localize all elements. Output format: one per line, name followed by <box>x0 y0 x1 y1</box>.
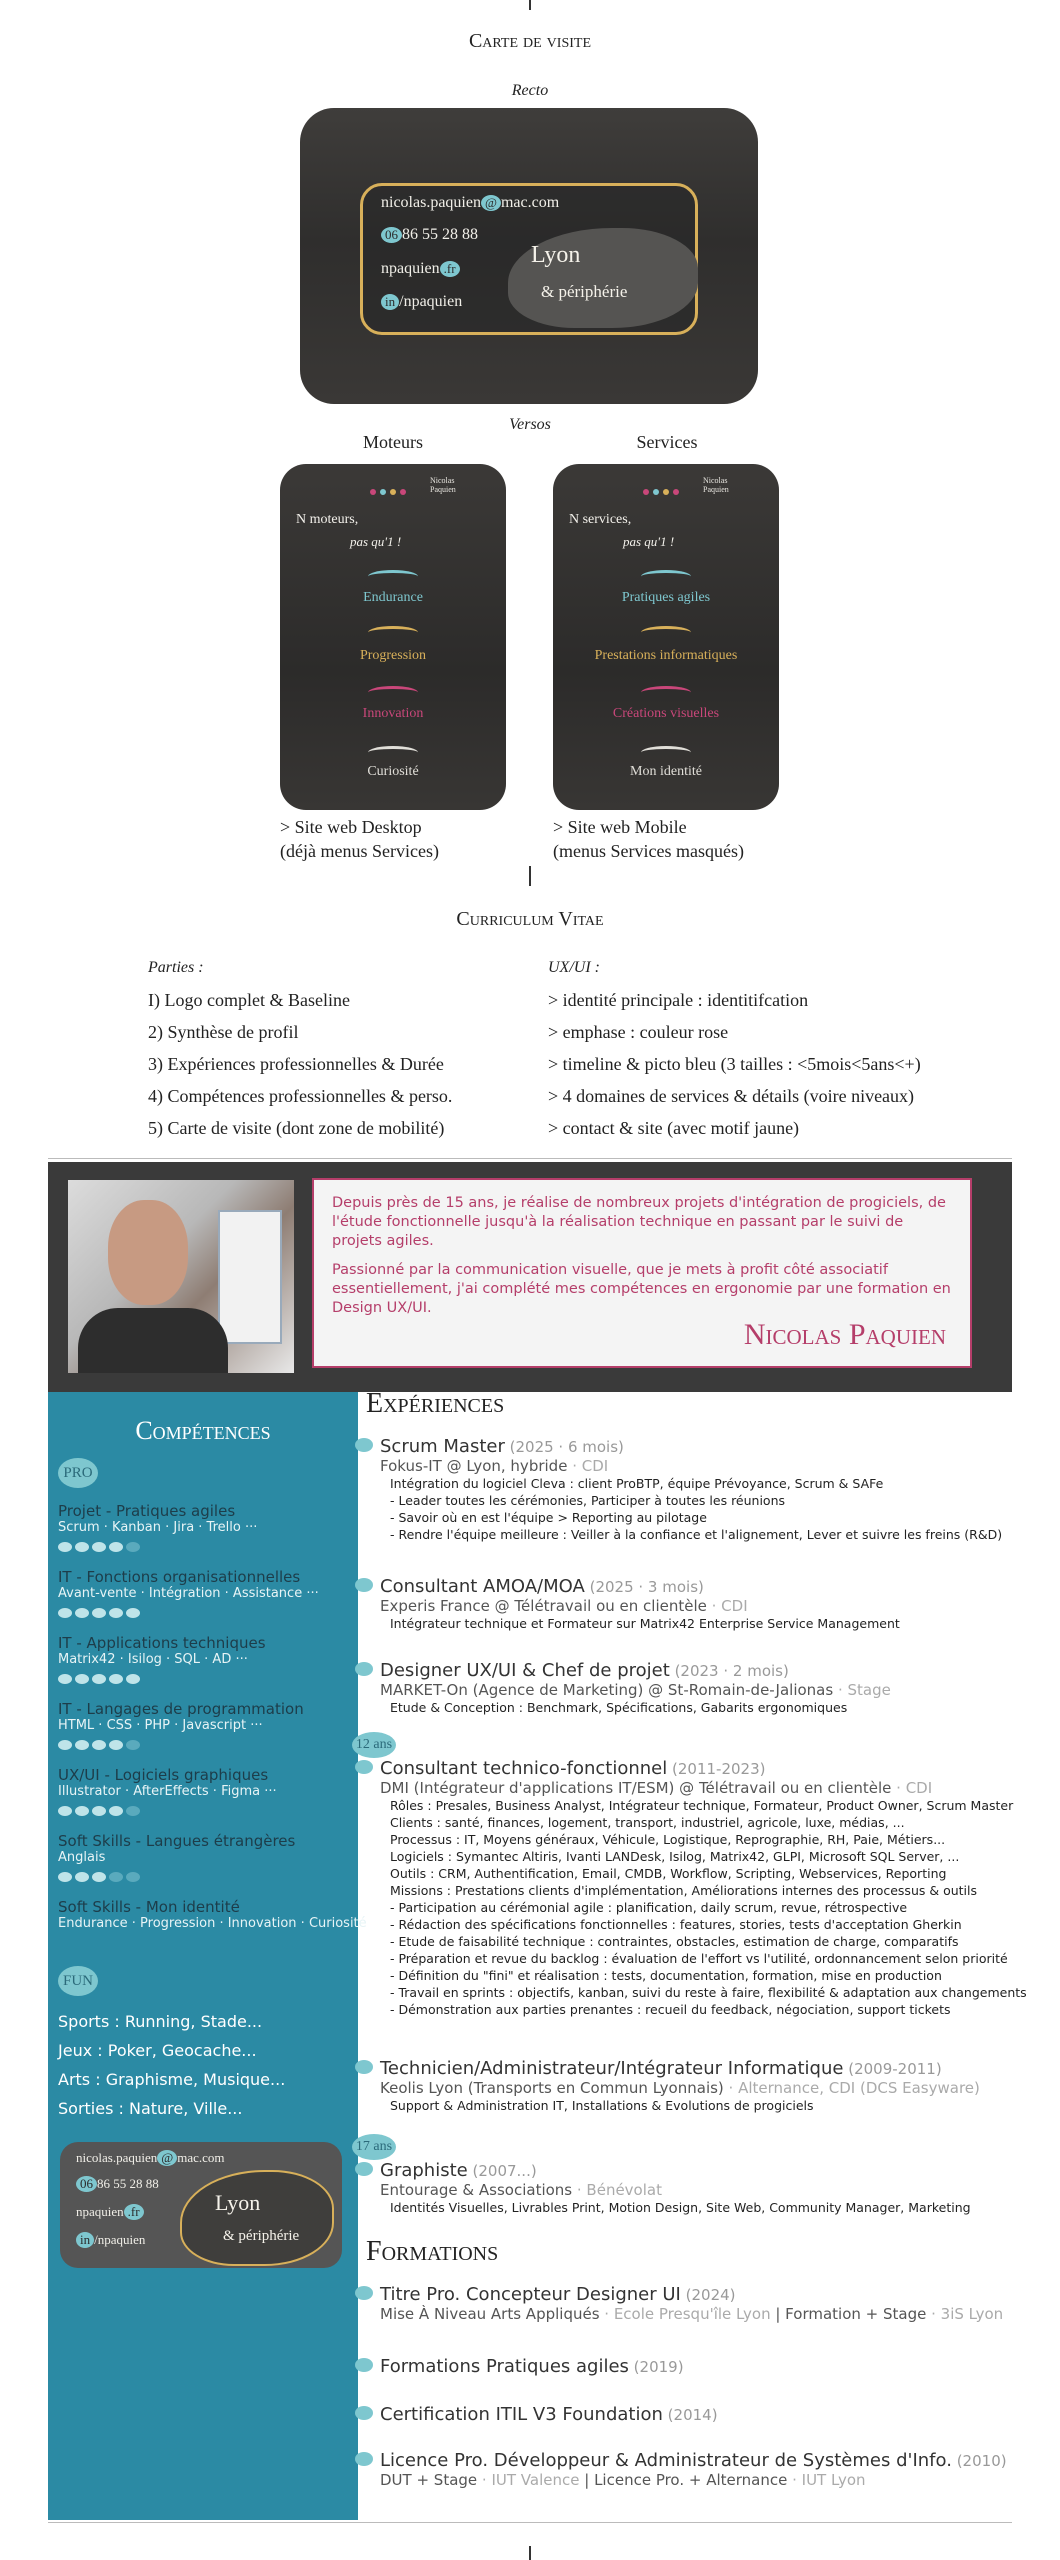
contract-type: · CDI <box>567 1457 609 1475</box>
level-dot <box>58 1806 72 1816</box>
services-head: N services, <box>569 512 632 527</box>
profile-name: Nicolas Paquien <box>743 1318 946 1351</box>
competence-detail: Illustrator · AfterEffects · Figma ··· <box>58 1784 277 1799</box>
services-item-prestations: Prestations informatiques <box>594 648 738 663</box>
formation-year: (2010) <box>951 2452 1007 2470</box>
company-name: MARKET-On (Agence de Marketing) @ St-Romain-de-Jalionas <box>380 1681 834 1699</box>
formation-detail-part: · 3iS Lyon <box>926 2305 1004 2323</box>
experience-detail: Intégrateur technique et Formateur sur Matrix42 Enterprise Service Management <box>390 1616 900 1631</box>
level-dot <box>58 1542 72 1552</box>
level-dot <box>92 1608 106 1618</box>
timeline-dot-icon <box>355 1438 373 1452</box>
card-linkedin: in /npaquien <box>76 2232 145 2248</box>
job-duration: (2007...) <box>467 2162 537 2180</box>
experience-detail: Clients : santé, finances, logement, transport, industriel, agricole, luxe, médias, ... <box>390 1815 905 1830</box>
years-12-badge: 12 ans <box>352 1732 396 1758</box>
caption-line: (menus Services masqués) <box>553 841 744 861</box>
divider <box>48 1158 1012 1159</box>
profile-summary-box <box>312 1178 972 1368</box>
uxui-item: > emphase : couleur rose <box>548 1022 729 1042</box>
level-dot <box>75 1806 89 1816</box>
job-title: Consultant AMOA/MOA <box>380 1576 585 1597</box>
uxui-item: > contact & site (avec motif jaune) <box>548 1118 800 1138</box>
competence-title: IT - Langages de programmation <box>58 1700 304 1718</box>
level-dot <box>92 1542 106 1552</box>
bottom-connector <box>529 2546 531 2560</box>
competence-title: UX/UI - Logiciels graphiques <box>58 1766 269 1784</box>
experience-detail: Etude & Conception : Benchmark, Spécifications, Gabarits ergonomiques <box>390 1700 848 1715</box>
card-linkedin: in /npaquien <box>381 293 462 311</box>
card-email: nicolas.paquien @ mac.com <box>76 2150 225 2165</box>
experience-item <box>380 2160 1020 2216</box>
carte-title: Carte de visite <box>468 30 592 52</box>
mid-connector <box>529 866 531 886</box>
verso-moteurs-card <box>280 464 506 810</box>
cv-parts-column <box>148 952 452 1144</box>
job-duration: (2011-2023) <box>667 1760 766 1778</box>
fun-item: Sorties : Nature, Ville... <box>58 2099 243 2118</box>
level-dot <box>92 1872 106 1882</box>
versos-label: Versos <box>509 416 551 433</box>
competence-detail: HTML · CSS · PHP · Javascript ··· <box>58 1718 263 1733</box>
part-item: 3) Expériences professionnelles & Durée <box>148 1054 444 1074</box>
parts-heading: Parties : <box>148 959 204 976</box>
level-dot <box>92 1740 106 1750</box>
experience-title <box>380 2160 1020 2181</box>
swoosh-icon <box>641 686 691 699</box>
swoosh-icon <box>368 626 418 639</box>
level-dot <box>109 1806 123 1816</box>
job-title: Graphiste <box>380 2160 468 2181</box>
experience-detail: Logiciels : Symantec Altiris, Ivanti LANDesk, Isilog, Matrix42, GLPI, Microsoft SQL Server, ... <box>390 1849 960 1864</box>
formation-name: Titre Pro. Concepteur Designer UI <box>380 2284 681 2305</box>
experience-detail: - Travail en sprints : objectifs, kanban, suivi du reste à faire, flexibilité & adaptation aux changements <box>390 1985 1027 2000</box>
level-dot <box>58 1608 72 1618</box>
formation-detail-part: · IUT Valence <box>477 2471 580 2489</box>
experience-item <box>380 2058 1020 2114</box>
competence-title: Soft Skills - Langues étrangères <box>58 1832 296 1850</box>
experience-detail: - Définition du "fini" et réalisation : tests, documentation, formation, mise en production <box>390 1968 942 1983</box>
caption-line: > Site web Desktop <box>280 817 422 837</box>
verso-services-card <box>553 464 779 810</box>
competence-detail: Avant-vente · Intégration · Assistance ··· <box>58 1586 319 1601</box>
competence-level <box>58 1803 358 1821</box>
competence-item <box>58 1700 358 1755</box>
level-dot <box>58 1674 72 1684</box>
profile-paragraph-2: Passionné par la communication visuelle, que je mets à profit côté associatif essentiellement, j'ai complété mes compétences en ergonomie par une formation en Design UX/UI. <box>332 1262 951 1316</box>
experience-title <box>380 1660 1020 1681</box>
job-title: Consultant technico-fonctionnel <box>380 1758 668 1779</box>
experience-company <box>380 1457 1020 1475</box>
experience-title <box>380 1758 1020 1779</box>
experience-title <box>380 1576 1020 1597</box>
competence-level <box>58 1539 358 1557</box>
card-logo-text: Nicolas Paquien <box>703 476 729 494</box>
moteurs-label: Moteurs <box>363 432 423 452</box>
level-dot <box>75 1542 89 1552</box>
moteurs-caption <box>280 815 439 863</box>
formation-detail-part: · Ecole Presqu'île Lyon <box>599 2305 771 2323</box>
logo-dots <box>370 482 410 500</box>
formation-detail-part: | <box>579 2471 595 2489</box>
timeline-dot-icon <box>355 2060 373 2074</box>
competence-level <box>58 1869 358 1887</box>
level-dot <box>126 1608 140 1618</box>
formation-detail <box>380 2471 1020 2489</box>
competence-detail: Anglais <box>58 1850 106 1865</box>
formation-item <box>380 2404 1020 2425</box>
fun-item: Arts : Graphisme, Musique... <box>58 2070 286 2089</box>
experience-detail: Processus : IT, Moyens généraux, Véhicule, Logistique, Reprographie, RH, Paie, Métiers... <box>390 1832 946 1847</box>
profile-photo <box>68 1180 294 1373</box>
level-dot <box>109 1608 123 1618</box>
experience-detail: - Etude de faisabilité technique : contraintes, obstacles, estimation de charge, comparatifs <box>390 1934 959 1949</box>
services-item-agile: Pratiques agiles <box>621 590 711 605</box>
experience-detail: Outils : CRM, Authentification, Email, CMDB, Workflow, Scripting, Webservices, Reporting <box>390 1866 947 1881</box>
formation-title <box>380 2284 1020 2305</box>
experience-company <box>380 2079 1020 2097</box>
job-title: Technicien/Administrateur/Intégrateur Informatique <box>380 2058 844 2079</box>
uxui-item: > timeline & picto bleu (3 tailles : <5mois<5ans<+) <box>548 1054 921 1074</box>
experience-detail: - Leader toutes les cérémonies, Participer à toutes les réunions <box>390 1493 786 1508</box>
competence-level <box>58 1737 358 1755</box>
moteurs-item-curiosite: Curiosité <box>367 764 419 779</box>
swoosh-icon <box>641 570 691 583</box>
competence-title: Projet - Pratiques agiles <box>58 1502 236 1520</box>
competence-title: Soft Skills - Mon identité <box>58 1898 240 1916</box>
experience-detail: Support & Administration IT, Installations & Evolutions de progiciels <box>390 2098 814 2113</box>
timeline-dot-icon <box>355 2358 373 2372</box>
uxui-heading: UX/UI : <box>548 959 600 976</box>
fun-item: Jeux : Poker, Geocache... <box>58 2041 257 2060</box>
competence-item <box>58 1502 358 1557</box>
experience-detail: Identités Visuelles, Livrables Print, Motion Design, Site Web, Community Manager, Marketing <box>390 2200 971 2215</box>
swoosh-icon <box>368 686 418 699</box>
formation-name: Formations Pratiques agiles <box>380 2356 629 2377</box>
company-name: Fokus-IT @ Lyon, hybride <box>380 1457 568 1475</box>
competence-detail: Scrum · Kanban · Jira · Trello ··· <box>58 1520 258 1535</box>
experience-detail: - Démonstration aux parties prenantes : recueil du feedback, négociation, support tickets <box>390 2002 951 2017</box>
experience-detail: - Savoir où en est l'équipe > Reporting au pilotage <box>390 1510 707 1525</box>
caption-line: > Site web Mobile <box>553 817 687 837</box>
competence-item <box>58 1898 367 1931</box>
profile-paragraph-1: Depuis près de 15 ans, je réalise de nombreux projets d'intégration de progiciels, de l'étude fonctionnelle jusqu'à la réalisation technique en passant par le suivi de projets agiles. <box>332 1195 946 1249</box>
formation-detail <box>380 2305 1020 2323</box>
level-dot <box>126 1806 140 1816</box>
card-logo-text: Nicolas Paquien <box>430 476 456 494</box>
moteurs-sub: pas qu'1 ! <box>350 534 402 549</box>
competence-level <box>58 1605 358 1623</box>
logo-dots <box>643 482 683 500</box>
formation-detail-part: · IUT Lyon <box>787 2471 866 2489</box>
uxui-item: > identité principale : identitifcation <box>548 990 809 1010</box>
lyon-map-shape <box>180 2170 334 2266</box>
contract-type: · Alternance, CDI (DCS Easyware) <box>723 2079 980 2097</box>
shirt-shape <box>78 1308 228 1373</box>
experience-item <box>380 1660 1020 1716</box>
level-dot <box>109 1872 123 1882</box>
formation-year: (2014) <box>662 2406 718 2424</box>
job-title: Designer UX/UI & Chef de projet <box>380 1660 670 1681</box>
competence-detail: Endurance · Progression · Innovation · Curiosité <box>58 1916 367 1931</box>
formation-detail-part: Licence Pro. + Alternance <box>594 2471 788 2489</box>
services-label: Services <box>636 432 698 452</box>
swoosh-icon <box>641 746 691 759</box>
formation-year: (2019) <box>628 2358 684 2376</box>
services-item-identite: Mon identité <box>630 764 702 779</box>
swoosh-icon <box>641 626 691 639</box>
competence-item <box>58 1634 358 1689</box>
company-name: DMI (Intégrateur d'applications IT/ESM) @ Télétravail ou en clientèle <box>380 1779 892 1797</box>
timeline-dot-icon <box>355 2452 373 2466</box>
job-title: Scrum Master <box>380 1436 505 1457</box>
top-connector <box>529 0 531 10</box>
competence-title: IT - Applications techniques <box>58 1634 266 1652</box>
job-duration: (2025 · 6 mois) <box>504 1438 624 1456</box>
moteurs-item-progression: Progression <box>359 648 427 663</box>
experience-detail: - Participation au cérémonial agile : planification, daily scrum, revue, rétrospective <box>390 1900 908 1915</box>
years-17-badge: 17 ans <box>352 2134 396 2160</box>
timeline-dot-icon <box>355 2286 373 2300</box>
competence-item <box>58 1766 358 1821</box>
part-item: 5) Carte de visite (dont zone de mobilité) <box>148 1118 445 1138</box>
experience-company <box>380 1779 1020 1797</box>
formation-year: (2024) <box>680 2286 736 2304</box>
competence-detail: Matrix42 · Isilog · SQL · AD ··· <box>58 1652 248 1667</box>
formation-title <box>380 2404 1020 2425</box>
timeline-dot-icon <box>355 1662 373 1676</box>
formation-detail-part: DUT + Stage <box>380 2471 478 2489</box>
experience-company <box>380 2181 1020 2199</box>
part-item: 4) Compétences professionnelles & perso. <box>148 1086 453 1106</box>
job-duration: (2009-2011) <box>843 2060 942 2078</box>
formation-detail-part: | <box>770 2305 786 2323</box>
divider <box>48 2522 1012 2523</box>
card-city: Lyon <box>531 242 581 268</box>
formation-name: Licence Pro. Développeur & Administrateur de Systèmes d'Info. <box>380 2450 952 2471</box>
timeline-dot-icon <box>355 2162 373 2176</box>
level-dot <box>58 1740 72 1750</box>
contract-type: · Bénévolat <box>572 2181 662 2199</box>
level-dot <box>92 1806 106 1816</box>
swoosh-icon <box>368 570 418 583</box>
formation-detail-part: Mise À Niveau Arts Appliqués <box>380 2305 600 2323</box>
experience-title <box>380 1436 1020 1457</box>
job-duration: (2025 · 3 mois) <box>584 1578 704 1596</box>
uxui-item: > 4 domaines de services & détails (voire niveaux) <box>548 1086 915 1106</box>
level-dot <box>126 1674 140 1684</box>
fun-item: Sports : Running, Stade... <box>58 2012 263 2031</box>
card-city-sub: & périphérie <box>223 2228 300 2244</box>
experience-detail: Missions : Prestations clients d'implémentation, Améliorations internes des processus & outils <box>390 1883 977 1898</box>
competence-item <box>58 1832 358 1887</box>
card-city-sub: & périphérie <box>541 282 628 301</box>
level-dot <box>109 1674 123 1684</box>
cv-uxui-column <box>548 952 921 1144</box>
job-duration: (2023 · 2 mois) <box>669 1662 789 1680</box>
card-site: npaquien .fr <box>76 2204 144 2220</box>
timeline-dot-icon <box>355 1760 373 1774</box>
pro-tag: PRO <box>58 1458 98 1488</box>
swoosh-icon <box>368 746 418 759</box>
experience-detail: Intégration du logiciel Cleva : client ProBTP, équipe Prévoyance, Scrum & SAFe <box>390 1476 884 1491</box>
level-dot <box>126 1542 140 1552</box>
card-contact-frame <box>360 183 698 335</box>
competence-level <box>58 1671 358 1689</box>
competences-title: Compétences <box>135 1416 271 1445</box>
level-dot <box>75 1674 89 1684</box>
services-item-creations: Créations visuelles <box>612 706 720 721</box>
experiences-title: Expériences <box>366 1388 505 1419</box>
recto-card <box>300 108 758 404</box>
formation-detail-part: Formation + Stage <box>785 2305 927 2323</box>
part-item: I) Logo complet & Baseline <box>148 990 350 1010</box>
experience-item <box>380 1436 1020 1543</box>
formation-item <box>380 2450 1020 2489</box>
caption-line: (déjà menus Services) <box>280 841 439 861</box>
formation-item <box>380 2284 1020 2323</box>
moteurs-item-endurance: Endurance <box>363 590 423 605</box>
services-sub: pas qu'1 ! <box>623 534 675 549</box>
level-dot <box>58 1872 72 1882</box>
experience-detail: - Rédaction des spécifications fonctionnelles : features, stories, tests d'acceptation Gherkin <box>390 1917 962 1932</box>
level-dot <box>75 1872 89 1882</box>
formation-name: Certification ITIL V3 Foundation <box>380 2404 663 2425</box>
experience-item <box>380 1576 1020 1632</box>
formation-item <box>380 2356 1020 2377</box>
formations-title: Formations <box>366 2236 499 2267</box>
services-caption <box>553 815 744 863</box>
part-item: 2) Synthèse de profil <box>148 1022 299 1042</box>
level-dot <box>126 1872 140 1882</box>
poster-shape <box>218 1210 282 1344</box>
formation-title <box>380 2450 1020 2471</box>
timeline-dot-icon <box>355 2406 373 2420</box>
level-dot <box>92 1674 106 1684</box>
recto-label: Recto <box>511 82 549 99</box>
level-dot <box>75 1608 89 1618</box>
contract-type: · CDI <box>891 1779 933 1797</box>
sidebar-contact-card <box>60 2142 342 2268</box>
competence-item <box>58 1568 358 1623</box>
fun-tag: FUN <box>58 1966 98 1996</box>
experience-company <box>380 1681 1020 1699</box>
moteurs-head: N moteurs, <box>296 512 359 527</box>
card-city: Lyon <box>215 2190 261 2215</box>
card-site: npaquien .fr <box>381 260 460 278</box>
company-name: Keolis Lyon (Transports en Commun Lyonnais) <box>380 2079 724 2097</box>
face-shape <box>108 1200 188 1305</box>
experience-title <box>380 2058 1020 2079</box>
competence-title: IT - Fonctions organisationnelles <box>58 1568 301 1586</box>
card-email: nicolas.paquien @ mac.com <box>381 194 560 211</box>
level-dot <box>109 1740 123 1750</box>
card-phone: 06 86 55 28 88 <box>76 2176 159 2192</box>
experience-detail: Rôles : Presales, Business Analyst, Intégrateur technique, Formateur, Product Owner, Scrum Master <box>390 1798 1014 1813</box>
level-dot <box>126 1740 140 1750</box>
card-phone: 06 86 55 28 88 <box>381 226 478 244</box>
experience-company <box>380 1597 1020 1615</box>
company-name: Experis France @ Télétravail ou en clientèle <box>380 1597 707 1615</box>
contract-type: · Stage <box>833 1681 891 1699</box>
contract-type: · CDI <box>706 1597 748 1615</box>
timeline-dot-icon <box>355 1578 373 1592</box>
experience-detail: - Préparation et revue du backlog : évaluation de l'effort vs l'utilité, ordonnancement selon priorité <box>390 1951 1008 1966</box>
company-name: Entourage & Associations <box>380 2181 573 2199</box>
level-dot <box>75 1740 89 1750</box>
cv-title: Curriculum Vitae <box>456 908 604 930</box>
moteurs-item-innovation: Innovation <box>362 706 424 721</box>
level-dot <box>109 1542 123 1552</box>
formation-title <box>380 2356 1020 2377</box>
experience-item <box>380 1758 1027 2018</box>
experience-detail: - Rendre l'équipe meilleure : Veiller à la confiance et l'alignement, Lever et suivre les freins (R&D) <box>390 1527 1003 1542</box>
